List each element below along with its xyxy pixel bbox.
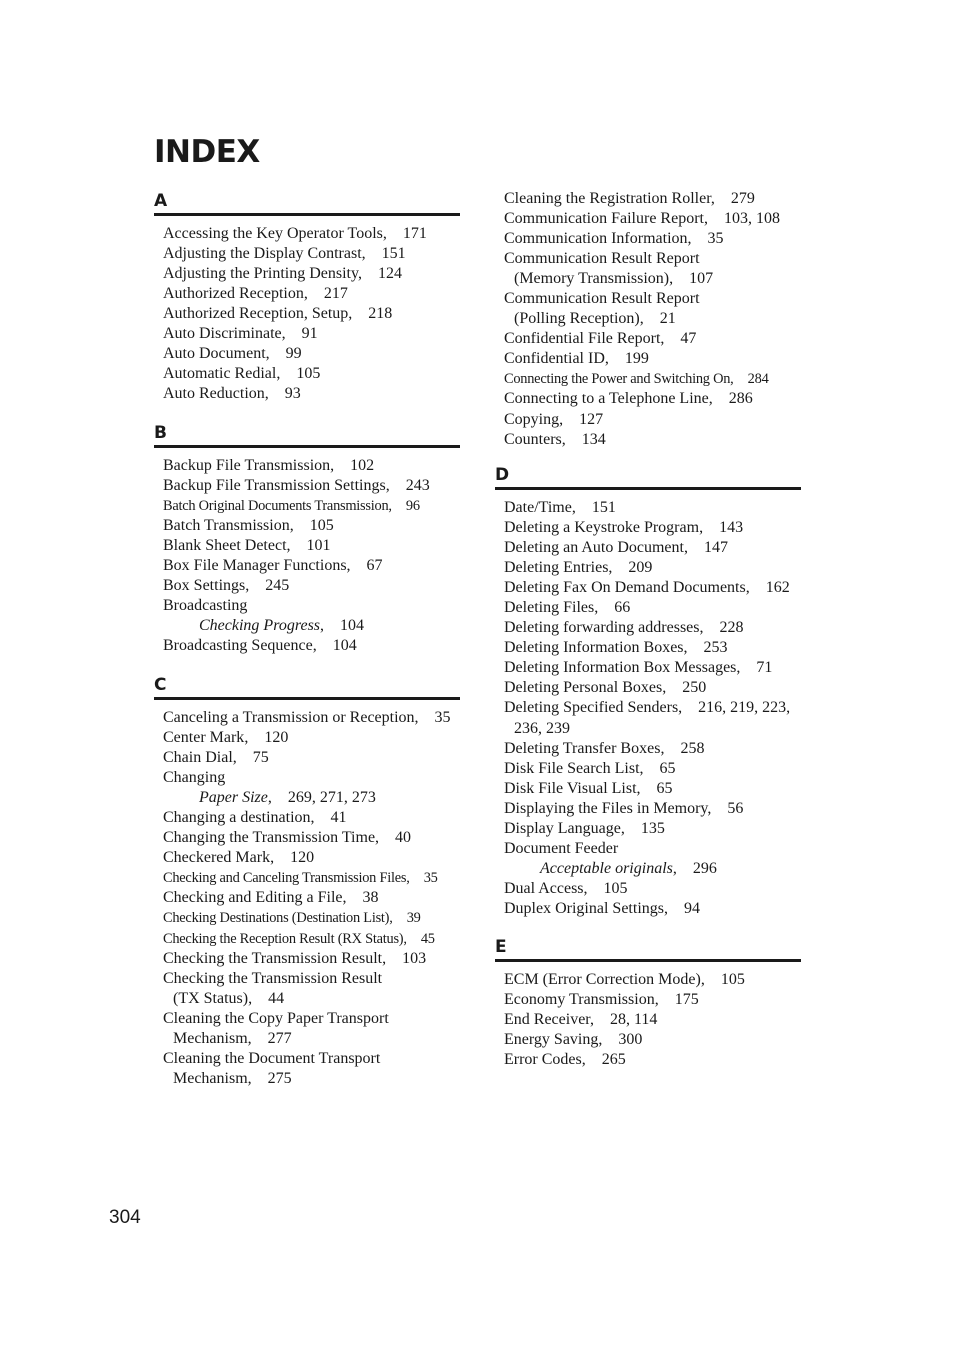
page-ref[interactable]: 162 [765,579,790,597]
page-ref[interactable]: 35 [423,870,438,887]
index-entry: Displaying the Files in Memory, 56 [504,799,744,817]
page-ref[interactable]: 275 [267,1069,292,1087]
page-ref[interactable]: 250 [682,679,707,697]
index-entry: Broadcasting Sequence, 104 [163,637,357,655]
index-entry: Cleaning the Copy Paper Transport [163,1009,389,1027]
section-letter: A [154,191,168,211]
index-entry: Disk File Search List, 65 [504,759,676,777]
section-letter: C [154,675,167,695]
entry-list [154,708,460,1089]
index-entry: Checking the Reception Result (RX Status), 45 [163,930,435,947]
page-ref[interactable]: 151 [381,245,406,263]
index-entry: Cleaning the Registration Roller, 279 [504,190,755,207]
page-ref[interactable]: 134 [581,430,606,448]
index-entry: Confidential File Report, 47 [504,330,697,348]
page-ref[interactable]: 265 [601,1051,626,1069]
section-rule [154,445,460,448]
index-entry: Deleting Personal Boxes, 250 [504,679,707,697]
index-entry: Display Language, 135 [504,819,665,837]
index-subentry: Paper Size, 269, 271, 273 [199,789,376,807]
page-ref[interactable]: 124 [377,265,402,283]
index-entry: Deleting Files, 66 [504,599,631,617]
page-ref[interactable]: 41 [330,809,347,827]
index-entry: Counters, 134 [504,430,606,448]
page-ref[interactable]: 127 [579,410,604,428]
page-ref[interactable]: 245 [265,577,290,595]
index-entry: Document Feeder [504,839,619,857]
page-ref[interactable]: 277 [267,1029,292,1047]
index-section-a [154,189,460,404]
index-entry: Auto Discriminate, 91 [163,325,318,343]
index-entry: Checking and Canceling Transmission Files, 35 [163,870,438,887]
page-ref[interactable]: 39 [406,910,421,927]
section-rule [154,697,460,700]
page-ref[interactable]: 258 [680,739,705,757]
index-entry: Broadcasting [163,597,248,615]
page-ref[interactable]: 218 [368,305,393,323]
section-letter: B [154,423,167,443]
section-rule [495,959,801,962]
page-ref[interactable]: 28, 114 [609,1011,658,1029]
page-ref[interactable]: 45 [420,930,435,947]
page-ref[interactable]: 296 [692,859,717,877]
entry-list [154,456,460,656]
index-entry: Center Mark, 120 [163,729,289,747]
section-letter: E [495,937,507,957]
page-ref[interactable]: 105 [296,365,321,383]
index-entry: Box File Manager Functions, 67 [163,557,383,575]
index-entry: Deleting an Auto Document, 147 [504,539,728,557]
index-section-c-continued [495,189,801,450]
page-ref[interactable]: 44 [268,989,285,1007]
index-entry: Communication Failure Report, 103, 108 [504,210,780,228]
page-ref[interactable]: 217 [323,285,348,303]
page-ref[interactable]: 66 [614,599,631,617]
page-ref[interactable]: 107 [689,270,714,288]
page-ref[interactable]: 94 [683,899,700,917]
page-ref[interactable]: 209 [628,559,653,577]
index-entry: Deleting Fax On Demand Documents, 162 [504,579,790,597]
index-title: INDEX [154,134,260,170]
page-ref[interactable]: 35 [434,709,451,726]
index-entry-continuation: (Memory Transmission), 107 [514,270,714,288]
page-ref[interactable]: 284 [747,371,769,388]
page-ref[interactable]: 105 [309,517,334,535]
page-ref[interactable]: 236, 239 [514,719,570,737]
page-ref[interactable]: 99 [285,345,302,363]
index-entry: Checkered Mark, 120 [163,849,315,867]
page-ref[interactable]: 228 [719,619,744,637]
index-entry: Backup File Transmission Settings, 243 [163,477,430,495]
page-ref[interactable]: 175 [674,991,699,1009]
page-ref[interactable]: 269, 271, 273 [287,789,376,807]
page-ref[interactable]: 102 [350,457,375,474]
entry-list [495,498,801,919]
index-entry: Adjusting the Printing Density, 124 [163,265,402,283]
index-entry-continuation [504,719,801,739]
page-ref[interactable]: 71 [756,659,773,677]
page-ref[interactable]: 199 [624,350,649,368]
index-entry: Batch Original Documents Transmission, 96 [163,498,420,515]
index-entry-continuation: (Polling Reception), 21 [514,310,676,328]
index-entry: Economy Transmission, 175 [504,991,699,1009]
entry-list [154,224,460,404]
index-entry: Deleting a Keystroke Program, 143 [504,519,744,537]
page-ref[interactable]: 171 [402,225,427,242]
page-ref[interactable]: 35 [707,230,724,248]
page-ref[interactable]: 120 [290,849,315,867]
page-number: 304 [109,1207,141,1228]
index-entry: Changing [163,769,226,787]
index-entry: Adjusting the Display Contrast, 151 [163,245,406,263]
index-entry: Disk File Visual List, 65 [504,779,673,797]
index-entry: Copying, 127 [504,410,604,428]
index-entry: Auto Document, 99 [163,345,302,363]
page-ref[interactable]: 67 [366,557,383,575]
index-entry: ECM (Error Correction Mode), 105 [504,971,745,988]
index-entry: Checking the Transmission Result [163,969,383,987]
index-entry: Checking and Editing a File, 38 [163,889,379,907]
index-section-e [495,935,801,1070]
page-ref[interactable]: 300 [618,1031,643,1049]
page-ref[interactable]: 101 [306,537,331,555]
index-entry: Deleting forwarding addresses, 228 [504,619,744,637]
page-ref[interactable]: 103 [402,949,427,967]
page-ref[interactable]: 279 [730,190,755,207]
index-entry: Deleting Information Boxes, 253 [504,639,728,657]
page-ref[interactable]: 216, 219, 223, [698,699,791,717]
index-section-b [154,421,460,656]
page-ref[interactable]: 135 [640,819,665,837]
index-entry: Cleaning the Document Transport [163,1049,381,1067]
section-letter: D [495,465,510,485]
index-entry: Backup File Transmission, 102 [163,457,375,474]
index-entry: Box Settings, 245 [163,577,290,595]
index-entry: Connecting to a Telephone Line, 286 [504,390,753,408]
index-entry: Authorized Reception, 217 [163,285,348,303]
index-entry: Batch Transmission, 105 [163,517,334,535]
index-entry: Duplex Original Settings, 94 [504,899,700,917]
index-section-d [495,463,801,919]
index-entry: Canceling a Transmission or Reception, 35 [163,709,451,726]
page-ref[interactable]: 104 [332,637,357,655]
page-ref[interactable]: 75 [252,749,269,767]
page-ref[interactable]: 105 [720,971,745,988]
page-ref[interactable]: 253 [703,639,728,657]
index-entry: Deleting Information Box Messages, 71 [504,659,773,677]
index-entry: Error Codes, 265 [504,1051,626,1069]
index-subentry: Acceptable originals, 296 [540,859,717,877]
index-entry: Communication Result Report [504,250,700,268]
page-ref[interactable]: 91 [301,325,318,343]
page-ref[interactable]: 243 [405,477,430,495]
page-ref[interactable]: 147 [703,539,728,557]
page-ref[interactable]: 103, 108 [723,210,780,228]
index-entry: Accessing the Key Operator Tools, 171 [163,225,427,242]
index-entry: Energy Saving, 300 [504,1031,643,1049]
index-entry: Dual Access, 105 [504,879,628,897]
index-entry: Automatic Redial, 105 [163,365,321,383]
index-entry: Deleting Transfer Boxes, 258 [504,739,705,757]
page-ref[interactable]: 143 [719,519,744,537]
page-ref[interactable]: 40 [395,829,412,847]
section-rule [154,213,460,216]
entry-list [495,189,801,450]
index-entry: Checking Destinations (Destination List), 39 [163,910,421,927]
page-ref[interactable]: 65 [656,779,673,797]
index-entry: Auto Reduction, 93 [163,385,301,403]
index-entry: Changing the Transmission Time, 40 [163,829,412,847]
page-ref[interactable]: 105 [603,879,628,897]
index-entry: Date/Time, 151 [504,499,616,516]
page-ref[interactable]: 21 [659,310,676,328]
page-ref[interactable]: 96 [405,498,420,515]
index-entry: Authorized Reception, Setup, 218 [163,305,393,323]
index-subentry: Checking Progress, 104 [199,617,365,635]
page-ref[interactable]: 38 [362,889,379,907]
index-entry: End Receiver, 28, 114 [504,1011,658,1029]
page-ref[interactable]: 104 [340,617,365,635]
index-entry: Blank Sheet Detect, 101 [163,537,331,555]
index-entry: Communication Information, 35 [504,230,724,248]
page-ref[interactable]: 47 [680,330,697,348]
index-entry: Confidential ID, 199 [504,350,649,368]
page-ref[interactable]: 93 [284,385,301,403]
index-entry: Connecting the Power and Switching On, 284 [504,371,769,388]
index-entry: Checking the Transmission Result, 103 [163,949,427,967]
index-entry: Deleting Specified Senders, 216, 219, 223, [504,699,791,717]
index-entry: Chain Dial, 75 [163,749,269,767]
page-ref[interactable]: 286 [728,390,753,408]
index-entry: Deleting Entries, 209 [504,559,653,577]
section-rule [495,487,801,490]
page-ref[interactable]: 56 [727,799,744,817]
page-ref[interactable]: 120 [264,729,289,747]
index-entry: Communication Result Report [504,290,700,308]
entry-list [495,970,801,1070]
index-section-c [154,673,460,1089]
index-entry-continuation: Mechanism, 277 [173,1029,292,1047]
page-ref[interactable]: 65 [659,759,676,777]
index-entry: Changing a destination, 41 [163,809,347,827]
index-entry-continuation: Mechanism, 275 [173,1069,292,1087]
page-ref[interactable]: 151 [591,499,616,516]
index-entry-continuation: (TX Status), 44 [173,989,285,1007]
